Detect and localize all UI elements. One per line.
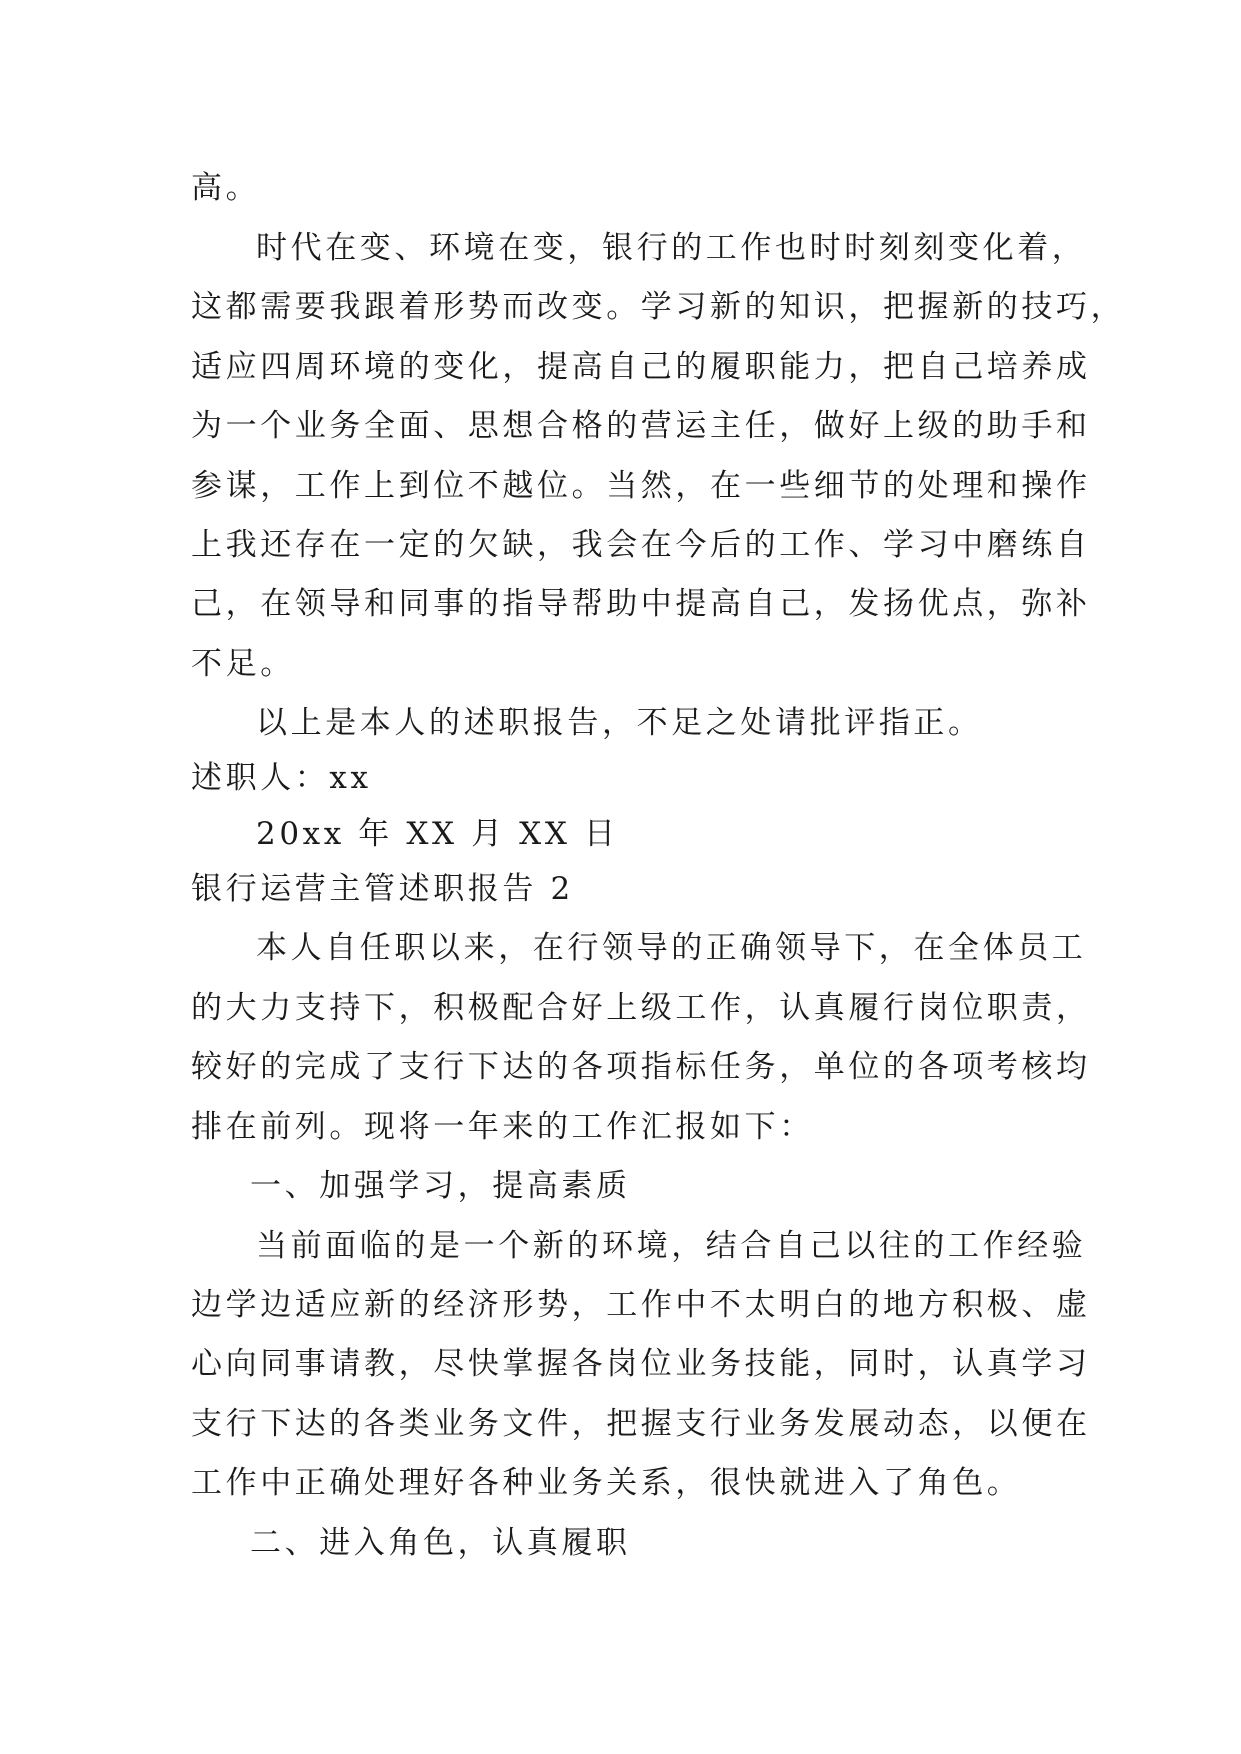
closing-line: 以上是本人的述职报告，不足之处请批评指正。 <box>256 705 983 741</box>
paragraph-line: 较好的完成了支行下达的各项指标任务，单位的各项考核均 <box>191 1049 1091 1085</box>
paragraph-line: 己，在领导和同事的指导帮助中提高自己，发扬优点，弥补 <box>191 586 1091 622</box>
subheading: 二、进入角色，认真履职 <box>250 1525 631 1561</box>
paragraph-line: 当前面临的是一个新的环境，结合自己以往的工作经验 <box>256 1228 1087 1264</box>
paragraph-line: 工作中正确处理好各种业务关系，很快就进入了角色。 <box>191 1465 1022 1501</box>
section-title: 银行运营主管述职报告 2 <box>191 871 574 907</box>
paragraph-line: 心向同事请教，尽快掌握各岗位业务技能，同时，认真学习 <box>191 1346 1091 1382</box>
paragraph-line: 上我还存在一定的欠缺，我会在今后的工作、学习中磨练自 <box>191 527 1091 563</box>
signature-date: 20xx 年 XX 月 XX 日 <box>256 816 619 852</box>
paragraph-line: 排在前列。现将一年来的工作汇报如下： <box>191 1109 814 1145</box>
paragraph-line: 为一个业务全面、思想合格的营运主任，做好上级的助手和 <box>191 408 1091 444</box>
paragraph-line: 适应四周环境的变化，提高自己的履职能力，把自己培养成 <box>191 349 1091 385</box>
paragraph-line: 本人自任职以来，在行领导的正确领导下，在全体员工 <box>256 930 1087 966</box>
paragraph-line: 支行下达的各类业务文件，把握支行业务发展动态，以便在 <box>191 1406 1091 1442</box>
paragraph-line: 高。 <box>191 170 261 206</box>
paragraph-line: 这都需要我跟着形势而改变。学习新的知识，把握新的技巧， <box>191 289 1126 325</box>
paragraph-line: 边学边适应新的经济形势，工作中不太明白的地方积极、虚 <box>191 1287 1091 1323</box>
paragraph-line: 时代在变、环境在变，银行的工作也时时刻刻变化着， <box>256 230 1087 266</box>
paragraph-line: 的大力支持下，积极配合好上级工作，认真履行岗位职责， <box>191 990 1091 1026</box>
subheading: 一、加强学习，提高素质 <box>250 1168 631 1204</box>
paragraph-line: 参谋，工作上到位不越位。当然，在一些细节的处理和操作 <box>191 468 1091 504</box>
paragraph-line: 不足。 <box>191 646 295 682</box>
signature-name: 述职人：xx <box>191 760 372 796</box>
